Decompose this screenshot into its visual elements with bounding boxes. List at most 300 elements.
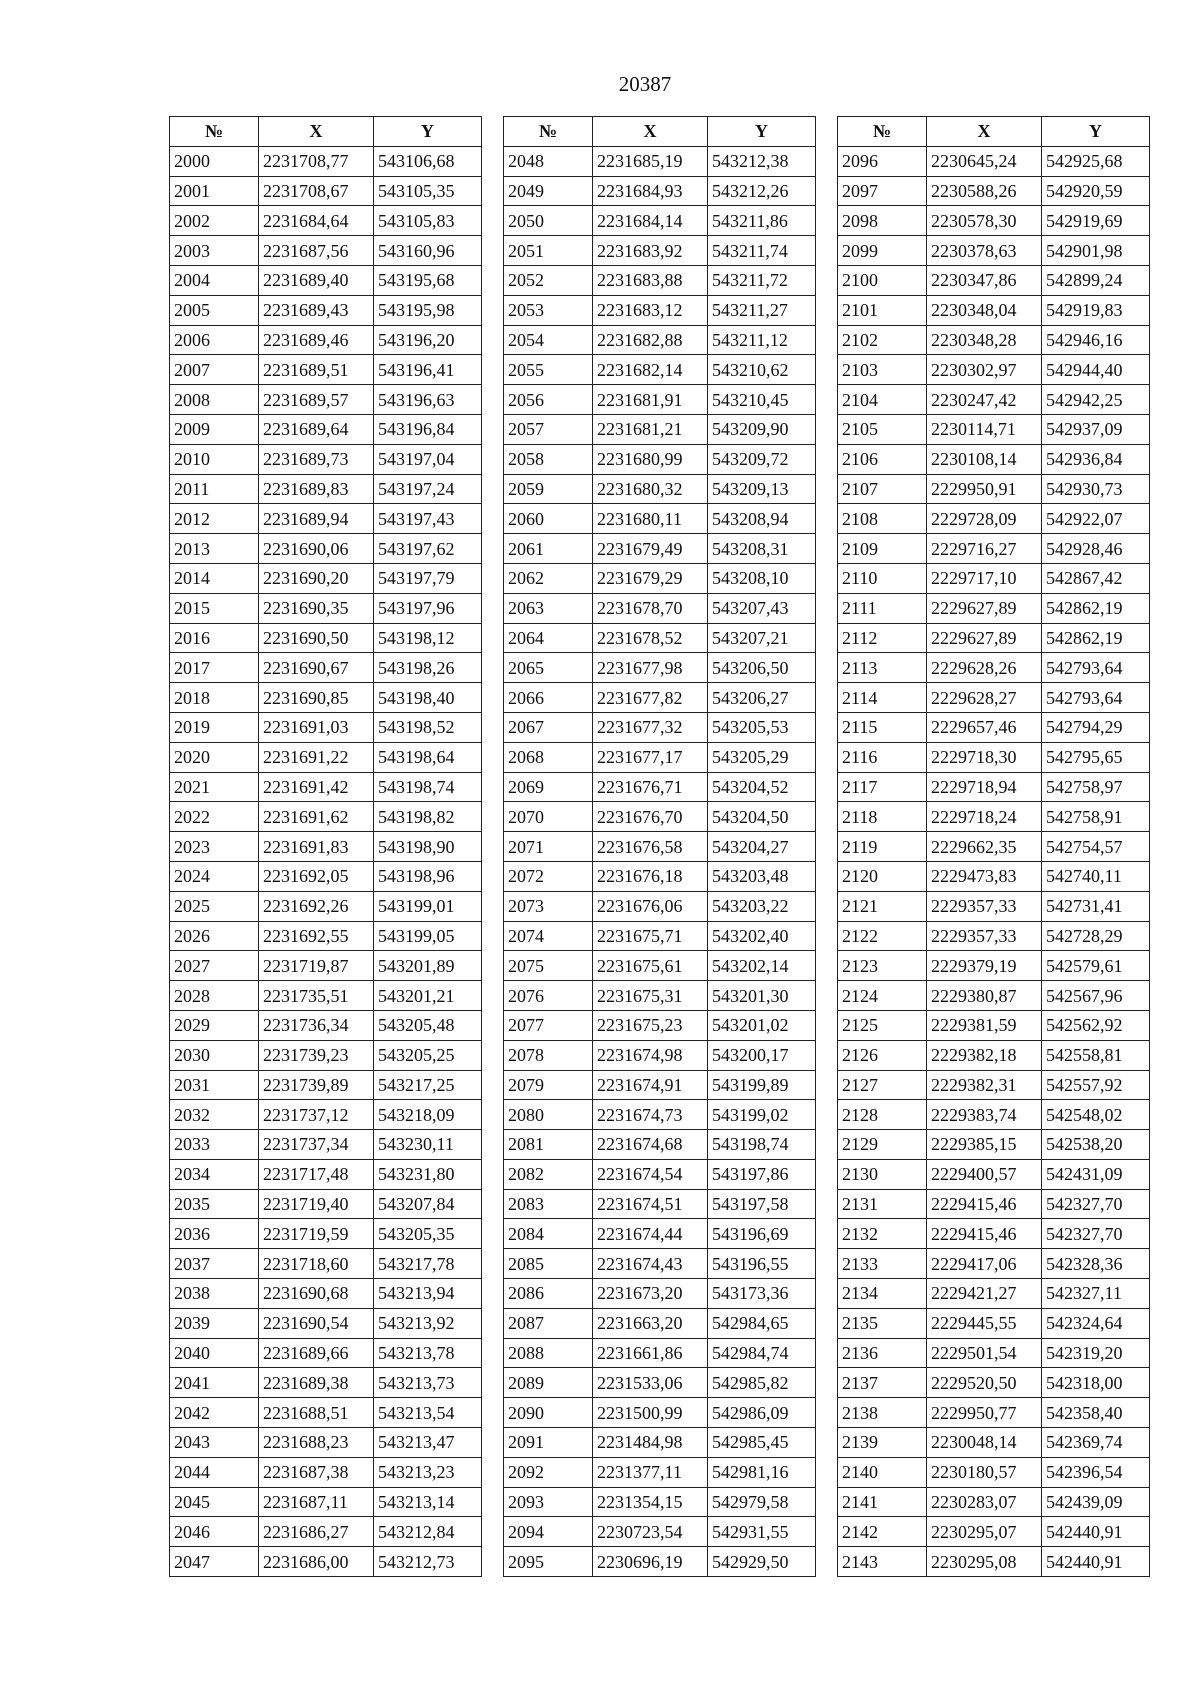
y-coordinate: 543201,89 (374, 951, 482, 981)
point-number: 2027 (170, 951, 259, 981)
point-number: 2133 (838, 1249, 927, 1279)
point-number: 2004 (170, 265, 259, 295)
point-number: 2077 (504, 1010, 593, 1040)
point-number: 2064 (504, 623, 593, 653)
table-row (504, 176, 816, 206)
point-number: 2036 (170, 1219, 259, 1249)
table-row (504, 295, 816, 325)
point-number: 2140 (838, 1457, 927, 1487)
point-number: 2071 (504, 832, 593, 862)
point-number: 2104 (838, 385, 927, 415)
point-number: 2016 (170, 623, 259, 653)
y-coordinate: 543198,82 (374, 802, 482, 832)
table-row (170, 981, 482, 1011)
x-coordinate: 2231718,60 (259, 1249, 374, 1279)
x-coordinate: 2229501,54 (927, 1338, 1042, 1368)
point-number: 2086 (504, 1279, 593, 1309)
y-coordinate: 543217,78 (374, 1249, 482, 1279)
x-coordinate: 2231676,06 (593, 891, 708, 921)
point-number: 2022 (170, 802, 259, 832)
point-number: 2087 (504, 1308, 593, 1338)
x-coordinate: 2231684,64 (259, 206, 374, 236)
table-row (504, 802, 816, 832)
y-coordinate: 542929,50 (708, 1547, 816, 1577)
point-number: 2020 (170, 742, 259, 772)
x-coordinate: 2231690,54 (259, 1308, 374, 1338)
point-number: 2014 (170, 563, 259, 593)
table-row (504, 474, 816, 504)
y-coordinate: 543201,21 (374, 981, 482, 1011)
y-coordinate: 542793,64 (1042, 683, 1150, 713)
point-number: 2069 (504, 772, 593, 802)
point-number: 2058 (504, 444, 593, 474)
x-coordinate: 2231688,51 (259, 1398, 374, 1428)
y-coordinate: 542731,41 (1042, 891, 1150, 921)
y-coordinate: 542328,36 (1042, 1249, 1150, 1279)
x-coordinate: 2231484,98 (593, 1428, 708, 1458)
table-row (170, 802, 482, 832)
point-number: 2084 (504, 1219, 593, 1249)
x-coordinate: 2229662,35 (927, 832, 1042, 862)
table-row (504, 653, 816, 683)
table-row (170, 295, 482, 325)
point-number: 2063 (504, 593, 593, 623)
table-row (170, 236, 482, 266)
y-coordinate: 542538,20 (1042, 1130, 1150, 1160)
y-coordinate: 543196,41 (374, 355, 482, 385)
point-number: 2118 (838, 802, 927, 832)
point-number: 2068 (504, 742, 593, 772)
x-coordinate: 2231663,20 (593, 1308, 708, 1338)
x-coordinate: 2231689,57 (259, 385, 374, 415)
y-coordinate: 542440,91 (1042, 1517, 1150, 1547)
x-coordinate: 2231691,03 (259, 712, 374, 742)
table-row (170, 146, 482, 176)
x-coordinate: 2229382,18 (927, 1040, 1042, 1070)
point-number: 2132 (838, 1219, 927, 1249)
table-row (504, 1189, 816, 1219)
header-x: X (593, 117, 708, 147)
x-coordinate: 2230348,04 (927, 295, 1042, 325)
x-coordinate: 2231681,21 (593, 414, 708, 444)
y-coordinate: 542867,42 (1042, 563, 1150, 593)
x-coordinate: 2230696,19 (593, 1547, 708, 1577)
y-coordinate: 543105,35 (374, 176, 482, 206)
y-coordinate: 543210,45 (708, 385, 816, 415)
header-number: № (504, 117, 593, 147)
y-coordinate: 543198,74 (374, 772, 482, 802)
y-coordinate: 542327,70 (1042, 1219, 1150, 1249)
y-coordinate: 542985,82 (708, 1368, 816, 1398)
point-number: 2101 (838, 295, 927, 325)
x-coordinate: 2231690,85 (259, 683, 374, 713)
point-number: 2099 (838, 236, 927, 266)
y-coordinate: 542985,45 (708, 1428, 816, 1458)
x-coordinate: 2231675,71 (593, 921, 708, 951)
point-number: 2111 (838, 593, 927, 623)
y-coordinate: 543209,90 (708, 414, 816, 444)
table-row (504, 444, 816, 474)
x-coordinate: 2231687,11 (259, 1487, 374, 1517)
point-number: 2098 (838, 206, 927, 236)
y-coordinate: 543196,55 (708, 1249, 816, 1279)
table-row (504, 921, 816, 951)
table-row (170, 355, 482, 385)
table-row (838, 772, 1150, 802)
x-coordinate: 2229718,30 (927, 742, 1042, 772)
y-coordinate: 542793,64 (1042, 653, 1150, 683)
y-coordinate: 543211,12 (708, 325, 816, 355)
table-row (838, 1040, 1150, 1070)
y-coordinate: 543197,86 (708, 1159, 816, 1189)
table-row (838, 1487, 1150, 1517)
y-coordinate: 543212,26 (708, 176, 816, 206)
table-row (838, 206, 1150, 236)
table-row (504, 236, 816, 266)
y-coordinate: 543105,83 (374, 206, 482, 236)
x-coordinate: 2231719,59 (259, 1219, 374, 1249)
point-number: 2066 (504, 683, 593, 713)
y-coordinate: 543199,89 (708, 1070, 816, 1100)
table-row (504, 563, 816, 593)
x-coordinate: 2229950,91 (927, 474, 1042, 504)
table-row (838, 891, 1150, 921)
point-number: 2088 (504, 1338, 593, 1368)
x-coordinate: 2231680,11 (593, 504, 708, 534)
header-y: Y (374, 117, 482, 147)
table-header-row (504, 117, 816, 147)
table-row (504, 1517, 816, 1547)
y-coordinate: 543197,58 (708, 1189, 816, 1219)
table-row (504, 1338, 816, 1368)
table-row (170, 504, 482, 534)
x-coordinate: 2230645,24 (927, 146, 1042, 176)
y-coordinate: 543173,36 (708, 1279, 816, 1309)
x-coordinate: 2231685,19 (593, 146, 708, 176)
y-coordinate: 542981,16 (708, 1457, 816, 1487)
header-y: Y (1042, 117, 1150, 147)
y-coordinate: 543204,50 (708, 802, 816, 832)
x-coordinate: 2231689,64 (259, 414, 374, 444)
table-row (504, 683, 816, 713)
point-number: 2110 (838, 563, 927, 593)
y-coordinate: 543199,02 (708, 1100, 816, 1130)
point-number: 2113 (838, 653, 927, 683)
x-coordinate: 2229520,50 (927, 1368, 1042, 1398)
point-number: 2057 (504, 414, 593, 444)
x-coordinate: 2231691,22 (259, 742, 374, 772)
table-row (838, 712, 1150, 742)
point-number: 2045 (170, 1487, 259, 1517)
x-coordinate: 2231689,38 (259, 1368, 374, 1398)
y-coordinate: 543206,27 (708, 683, 816, 713)
y-coordinate: 543203,48 (708, 861, 816, 891)
table-row (170, 772, 482, 802)
table-row (504, 1457, 816, 1487)
y-coordinate: 543197,96 (374, 593, 482, 623)
x-coordinate: 2229383,74 (927, 1100, 1042, 1130)
y-coordinate: 542984,74 (708, 1338, 816, 1368)
y-coordinate: 542548,02 (1042, 1100, 1150, 1130)
point-number: 2067 (504, 712, 593, 742)
x-coordinate: 2230108,14 (927, 444, 1042, 474)
table-row (838, 802, 1150, 832)
y-coordinate: 542937,09 (1042, 414, 1150, 444)
point-number: 2114 (838, 683, 927, 713)
x-coordinate: 2230723,54 (593, 1517, 708, 1547)
table-row (170, 385, 482, 415)
x-coordinate: 2231674,54 (593, 1159, 708, 1189)
table-row (838, 1428, 1150, 1458)
table-row (170, 1100, 482, 1130)
x-coordinate: 2231690,20 (259, 563, 374, 593)
point-number: 2129 (838, 1130, 927, 1160)
y-coordinate: 542579,61 (1042, 951, 1150, 981)
point-number: 2015 (170, 593, 259, 623)
table-row (170, 176, 482, 206)
point-number: 2070 (504, 802, 593, 832)
table-row (504, 1040, 816, 1070)
point-number: 2089 (504, 1368, 593, 1398)
y-coordinate: 543209,72 (708, 444, 816, 474)
y-coordinate: 542944,40 (1042, 355, 1150, 385)
x-coordinate: 2231689,94 (259, 504, 374, 534)
table-row (504, 355, 816, 385)
point-number: 2109 (838, 534, 927, 564)
table-row (170, 325, 482, 355)
y-coordinate: 543198,26 (374, 653, 482, 683)
table-row (838, 1279, 1150, 1309)
y-coordinate: 543213,23 (374, 1457, 482, 1487)
point-number: 2102 (838, 325, 927, 355)
x-coordinate: 2231354,15 (593, 1487, 708, 1517)
table-row (838, 1398, 1150, 1428)
table-row (838, 1070, 1150, 1100)
table-row (838, 1189, 1150, 1219)
y-coordinate: 542899,24 (1042, 265, 1150, 295)
point-number: 2008 (170, 385, 259, 415)
point-number: 2112 (838, 623, 927, 653)
table-row (838, 981, 1150, 1011)
x-coordinate: 2229716,27 (927, 534, 1042, 564)
table-row (838, 951, 1150, 981)
table-row (504, 1100, 816, 1130)
x-coordinate: 2231677,98 (593, 653, 708, 683)
y-coordinate: 543230,11 (374, 1130, 482, 1160)
y-coordinate: 543199,05 (374, 921, 482, 951)
y-coordinate: 542758,97 (1042, 772, 1150, 802)
table-row (504, 1308, 816, 1338)
y-coordinate: 543205,29 (708, 742, 816, 772)
y-coordinate: 543197,43 (374, 504, 482, 534)
y-coordinate: 542922,07 (1042, 504, 1150, 534)
x-coordinate: 2231674,44 (593, 1219, 708, 1249)
table-row (838, 921, 1150, 951)
table-row (504, 265, 816, 295)
y-coordinate: 542369,74 (1042, 1428, 1150, 1458)
table-row (170, 951, 482, 981)
x-coordinate: 2231690,68 (259, 1279, 374, 1309)
x-coordinate: 2229415,46 (927, 1189, 1042, 1219)
table-row (504, 623, 816, 653)
point-number: 2119 (838, 832, 927, 862)
point-number: 2030 (170, 1040, 259, 1070)
table-row (504, 1070, 816, 1100)
point-number: 2127 (838, 1070, 927, 1100)
table-row (170, 653, 482, 683)
table-row (170, 1219, 482, 1249)
table-row (170, 1338, 482, 1368)
table-body (838, 146, 1150, 1576)
point-number: 2034 (170, 1159, 259, 1189)
table-row (170, 1308, 482, 1338)
y-coordinate: 542901,98 (1042, 236, 1150, 266)
x-coordinate: 2231676,18 (593, 861, 708, 891)
x-coordinate: 2231674,91 (593, 1070, 708, 1100)
table-row (170, 474, 482, 504)
table-row (504, 1368, 816, 1398)
x-coordinate: 2231679,29 (593, 563, 708, 593)
y-coordinate: 542936,84 (1042, 444, 1150, 474)
x-coordinate: 2231674,73 (593, 1100, 708, 1130)
y-coordinate: 543196,69 (708, 1219, 816, 1249)
table-row (504, 504, 816, 534)
point-number: 2094 (504, 1517, 593, 1547)
point-number: 2106 (838, 444, 927, 474)
point-number: 2116 (838, 742, 927, 772)
y-coordinate: 543200,17 (708, 1040, 816, 1070)
table-row (170, 206, 482, 236)
x-coordinate: 2230247,42 (927, 385, 1042, 415)
x-coordinate: 2229379,19 (927, 951, 1042, 981)
y-coordinate: 543198,40 (374, 683, 482, 713)
table-row (504, 1159, 816, 1189)
point-number: 2051 (504, 236, 593, 266)
y-coordinate: 543212,84 (374, 1517, 482, 1547)
coordinate-tables (169, 116, 1150, 1577)
table-row (504, 772, 816, 802)
y-coordinate: 542431,09 (1042, 1159, 1150, 1189)
point-number: 2097 (838, 176, 927, 206)
x-coordinate: 2229657,46 (927, 712, 1042, 742)
table-row (170, 265, 482, 295)
point-number: 2137 (838, 1368, 927, 1398)
x-coordinate: 2229628,26 (927, 653, 1042, 683)
point-number: 2124 (838, 981, 927, 1011)
table-row (838, 1457, 1150, 1487)
y-coordinate: 543196,84 (374, 414, 482, 444)
point-number: 2055 (504, 355, 593, 385)
x-coordinate: 2231691,83 (259, 832, 374, 862)
table-row (838, 593, 1150, 623)
point-number: 2009 (170, 414, 259, 444)
point-number: 2108 (838, 504, 927, 534)
point-number: 2078 (504, 1040, 593, 1070)
x-coordinate: 2231674,68 (593, 1130, 708, 1160)
x-coordinate: 2230114,71 (927, 414, 1042, 444)
point-number: 2093 (504, 1487, 593, 1517)
header-x: X (259, 117, 374, 147)
point-number: 2105 (838, 414, 927, 444)
point-number: 2002 (170, 206, 259, 236)
y-coordinate: 542795,65 (1042, 742, 1150, 772)
y-coordinate: 542758,91 (1042, 802, 1150, 832)
x-coordinate: 2231689,51 (259, 355, 374, 385)
x-coordinate: 2231683,92 (593, 236, 708, 266)
table-row (170, 1487, 482, 1517)
y-coordinate: 542986,09 (708, 1398, 816, 1428)
table-row (170, 1279, 482, 1309)
point-number: 2115 (838, 712, 927, 742)
point-number: 2122 (838, 921, 927, 951)
point-number: 2056 (504, 385, 593, 415)
table-row (170, 1547, 482, 1577)
x-coordinate: 2231692,26 (259, 891, 374, 921)
y-coordinate: 543195,68 (374, 265, 482, 295)
y-coordinate: 543208,31 (708, 534, 816, 564)
x-coordinate: 2231680,32 (593, 474, 708, 504)
table-row (838, 1219, 1150, 1249)
point-number: 2048 (504, 146, 593, 176)
point-number: 2141 (838, 1487, 927, 1517)
point-number: 2135 (838, 1308, 927, 1338)
point-number: 2131 (838, 1189, 927, 1219)
y-coordinate: 543205,35 (374, 1219, 482, 1249)
y-coordinate: 542919,83 (1042, 295, 1150, 325)
point-number: 2026 (170, 921, 259, 951)
point-number: 2076 (504, 981, 593, 1011)
y-coordinate: 543196,20 (374, 325, 482, 355)
y-coordinate: 542358,40 (1042, 1398, 1150, 1428)
x-coordinate: 2231676,58 (593, 832, 708, 862)
point-number: 2059 (504, 474, 593, 504)
x-coordinate: 2230180,57 (927, 1457, 1042, 1487)
y-coordinate: 543201,02 (708, 1010, 816, 1040)
table-row (838, 236, 1150, 266)
point-number: 2003 (170, 236, 259, 266)
table-body (170, 146, 482, 1576)
point-number: 2038 (170, 1279, 259, 1309)
y-coordinate: 542440,91 (1042, 1547, 1150, 1577)
table-row (838, 414, 1150, 444)
y-coordinate: 543197,04 (374, 444, 482, 474)
table-row (838, 1249, 1150, 1279)
x-coordinate: 2229718,24 (927, 802, 1042, 832)
x-coordinate: 2231500,99 (593, 1398, 708, 1428)
point-number: 2033 (170, 1130, 259, 1160)
y-coordinate: 542318,00 (1042, 1368, 1150, 1398)
x-coordinate: 2231682,14 (593, 355, 708, 385)
coordinate-table (169, 116, 482, 1577)
y-coordinate: 543213,92 (374, 1308, 482, 1338)
point-number: 2126 (838, 1040, 927, 1070)
y-coordinate: 543198,12 (374, 623, 482, 653)
x-coordinate: 2231377,11 (593, 1457, 708, 1487)
x-coordinate: 2231675,31 (593, 981, 708, 1011)
coordinate-table (503, 116, 816, 1577)
point-number: 2025 (170, 891, 259, 921)
table-row (838, 1010, 1150, 1040)
header-number: № (838, 117, 927, 147)
x-coordinate: 2231692,05 (259, 861, 374, 891)
x-coordinate: 2231737,34 (259, 1130, 374, 1160)
table-row (170, 414, 482, 444)
table-row (838, 504, 1150, 534)
table-row (504, 385, 816, 415)
table-row (170, 444, 482, 474)
table-row (504, 534, 816, 564)
x-coordinate: 2231686,27 (259, 1517, 374, 1547)
